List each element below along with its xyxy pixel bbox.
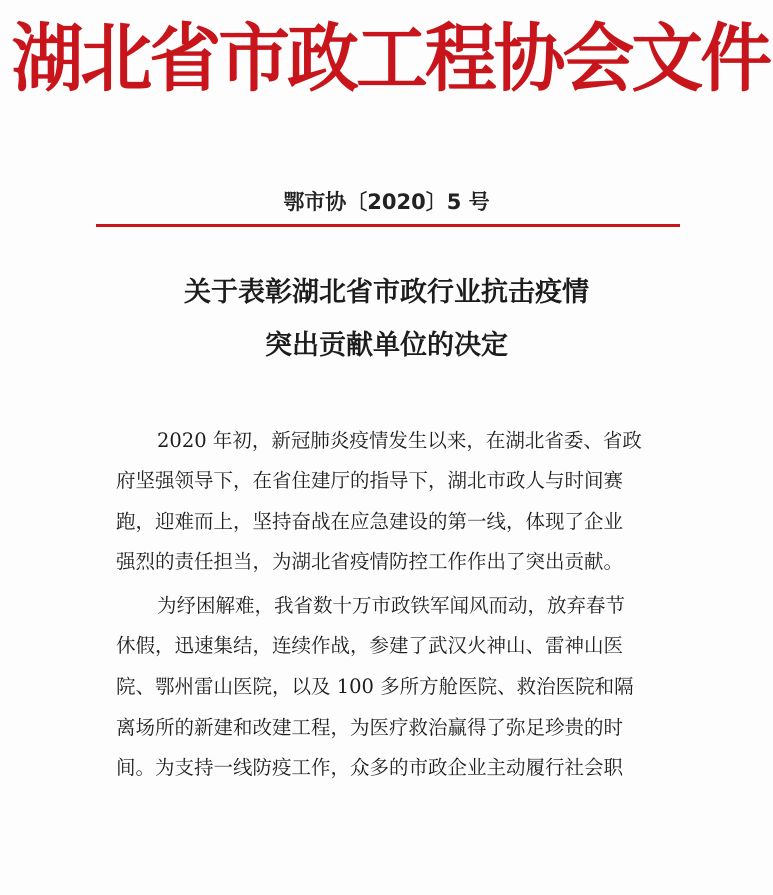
body-text-line: 离场所的新建和改建工程，为医疗救治赢得了弥足珍贵的时 [116,716,624,739]
agency-header-title: 湖北省市政工程协会文件 [11,16,770,102]
body-text-line: 院、鄂州雷山医院，以及 100 多所方舱医院、救治医院和隔 [116,675,634,698]
body-text-line: 跑，迎难而上，坚持奋战在应急建设的第一线，体现了企业 [116,510,624,533]
body-text-line: 休假，迅速集结，连续作战，参建了武汉火神山、雷神山医 [116,634,624,657]
red-divider-line [96,224,680,227]
body-text-line: 间。为支持一线防疫工作，众多的市政企业主动履行社会职 [116,756,624,779]
body-text-line: 为纾困解难，我省数十万市政铁军闻风而动，放弃春节 [157,594,626,617]
body-text-line: 强烈的责任担当，为湖北省疫情防控工作作出了突出贡献。 [116,550,624,573]
body-text-line: 府坚强领导下，在省住建厅的指导下，湖北市政人与时间赛 [116,469,624,492]
body-text-line: 2020 年初，新冠肺炎疫情发生以来，在湖北省委、省政 [157,429,642,452]
document-number: 鄂市协〔2020〕5 号 [283,190,490,214]
document-title-line-1: 关于表彰湖北省市政行业抗击疫情 [184,277,589,308]
document-title-line-2: 突出贡献单位的决定 [265,330,508,361]
